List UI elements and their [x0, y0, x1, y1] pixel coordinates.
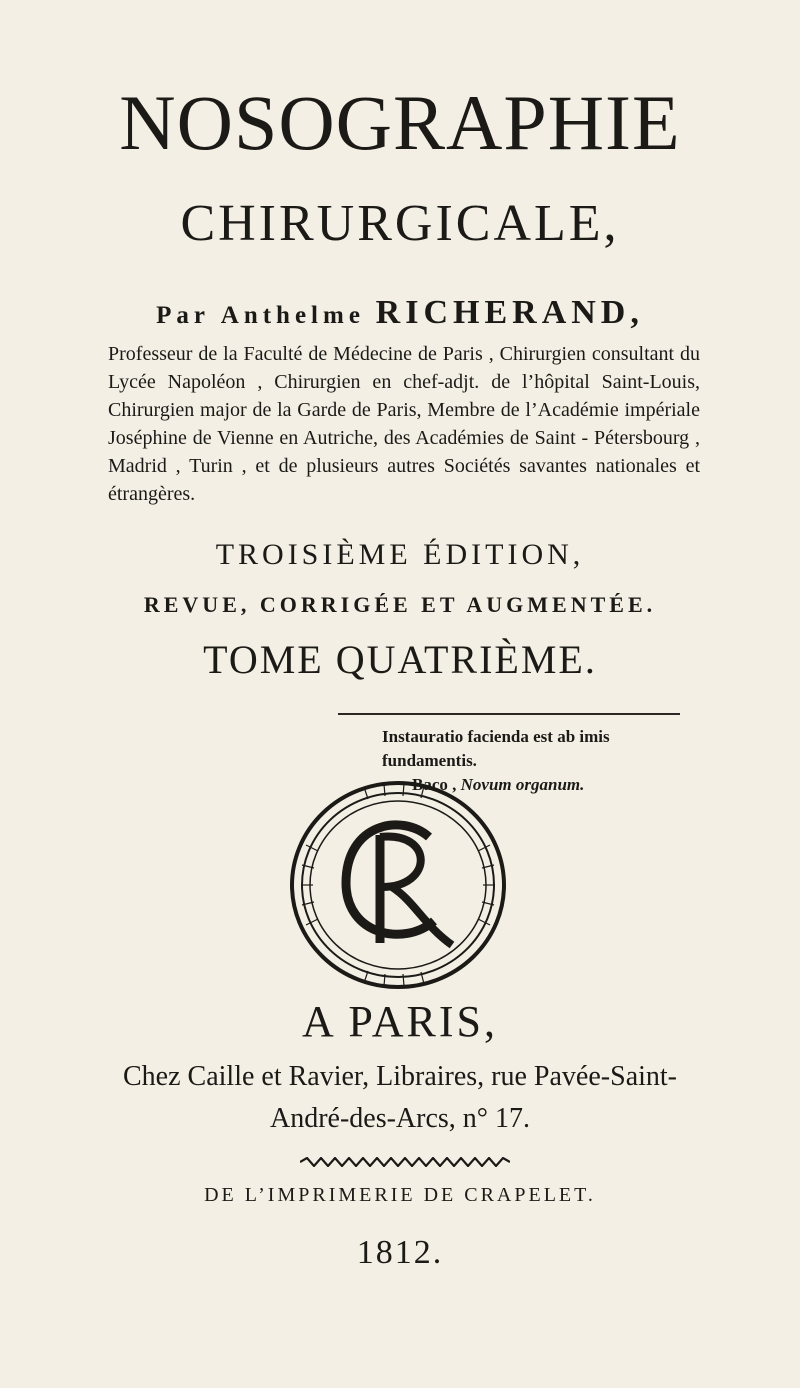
- author-given-name: Anthelme: [220, 302, 365, 329]
- imprint-publisher: [0, 1056, 800, 1140]
- printer-monogram-seal-icon: [284, 775, 512, 995]
- epigraph-work: Novum organum.: [460, 775, 585, 794]
- author-surname: RICHERAND,: [375, 294, 644, 331]
- title-line-2: CHIRURGICALE,: [180, 195, 620, 252]
- author-credentials: Professeur de la Faculté de Médecine de Paris , Chirurgien consultant du Lycée Napoléon , Chirurgien en chef-adjt. de l’hôpital Saint-Louis, Chirurgien major de la Garde de Paris, Membre de l’Académie impériale Joséphine de Vienne en Autriche, des Académies de Saint - Pétersbourg , Madrid , Turin , et de plusieurs autres Sociétés savantes nationales et étrangères.: [108, 343, 700, 505]
- title-line-1: NOSOGRAPHIE: [119, 79, 681, 166]
- volume-line: TOME QUATRIÈME.: [203, 637, 597, 682]
- author-line: [0, 296, 800, 330]
- imprint-city: A PARIS,: [301, 997, 499, 1046]
- publication-year: 1812.: [356, 1234, 444, 1271]
- edition-line: TROISIÈME ÉDITION,: [215, 538, 585, 571]
- edition-revision-line: REVUE, CORRIGÉE ET AUGMENTÉE.: [143, 592, 657, 617]
- epigraph-author: Baco ,: [412, 775, 457, 794]
- epigraph-rule: [338, 713, 680, 715]
- printer-line: DE L’IMPRIMERIE DE CRAPELET.: [204, 1184, 596, 1206]
- ornament-divider-icon: [300, 1157, 510, 1167]
- author-prefix: Par: [156, 302, 211, 329]
- publisher-line-1: Chez Caille et Ravier, Libraires, rue Pavée-Saint-: [123, 1061, 677, 1092]
- publisher-line-2: André-des-Arcs, n° 17.: [269, 1103, 530, 1134]
- epigraph-quote: Instauratio facienda est ab imis fundamentis.: [382, 727, 610, 770]
